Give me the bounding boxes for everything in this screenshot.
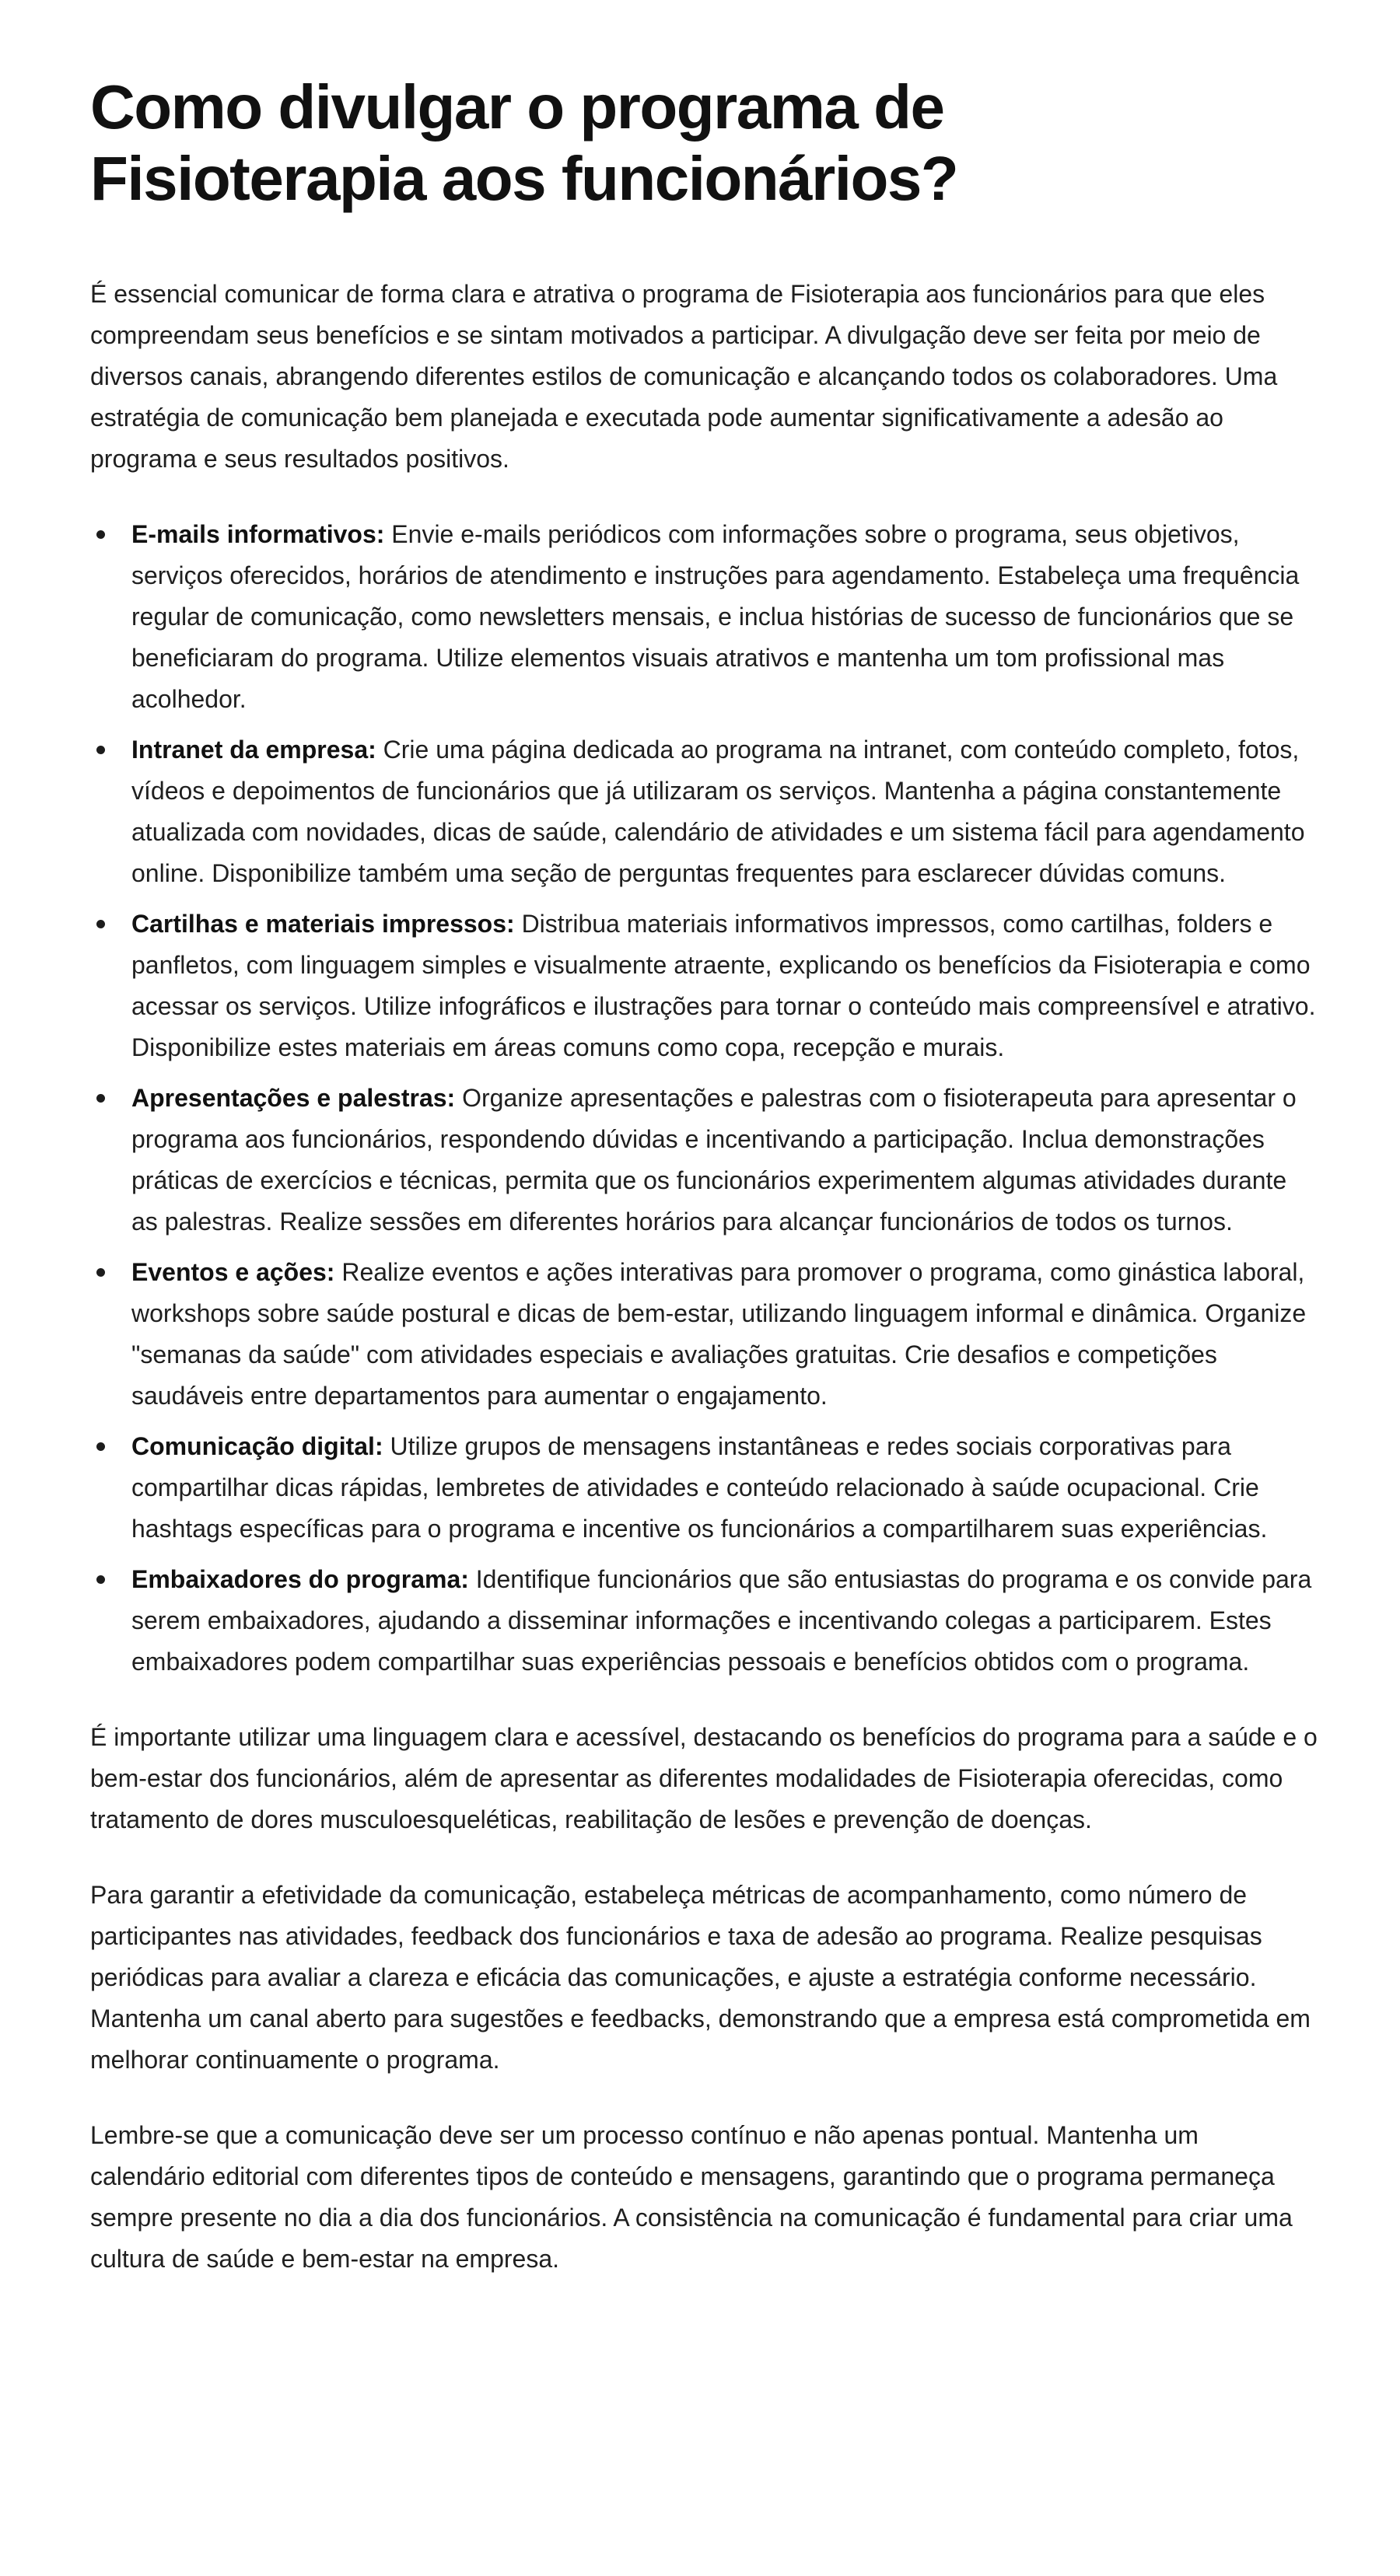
closing-paragraph-continuity: Lembre-se que a comunicação deve ser um processo contínuo e não apenas pontual. Mantenha um calendário editorial com diferentes tipos de conteúdo e mensagens, garantindo que o programa permaneça sempre presente no dia a dia dos funcionários. A consistência na comunicação é fundamental para criar uma cultura de saúde e bem-estar na empresa. xyxy=(90,2121,1293,2273)
list-item-events xyxy=(90,1252,1319,1417)
list-item-text: Realize eventos e ações interativas para promover o programa, como ginástica laboral, workshops sobre saúde postural e dicas de bem-estar, utilizando linguagem informal e dinâmica. Organize "semanas da saúde" com atividades especiais e avaliações gratuitas. Crie desafios e competições saudáveis entre departamentos para aumentar o engajamento. xyxy=(131,1258,1307,1410)
bullet-icon xyxy=(96,1575,105,1584)
list-item-presentations xyxy=(90,1078,1319,1243)
list-item-ambassadors xyxy=(90,1559,1319,1683)
list-item-term: Embaixadores do programa: xyxy=(131,1565,469,1593)
list-item-text: Envie e-mails periódicos com informações sobre o programa, seus objetivos, serviços oferecidos, horários de atendimento e instruções para agendamento. Estabeleça uma frequência regular de comunicação, como newsletters mensais, e inclua histórias de sucesso de funcionários que se beneficiaram do programa. Utilize elementos visuais atrativos e mantenha um tom profissional mas acolhedor. xyxy=(131,520,1300,713)
list-item-emails xyxy=(90,514,1319,720)
list-item-text: Organize apresentações e palestras com o fisioterapeuta para apresentar o programa aos funcionários, respondendo dúvidas e incentivando a participação. Inclua demonstrações práticas de exercícios e técnicas, permita que os funcionários experimentem algumas atividades durante as palestras. Realize sessões em diferentes horários para alcançar funcionários de todos os turnos. xyxy=(131,1084,1297,1236)
list-item-term: Cartilhas e materiais impressos: xyxy=(131,910,515,938)
bullet-icon xyxy=(96,746,105,754)
list-item-text: Identifique funcionários que são entusiastas do programa e os convide para serem embaixadores, ajudando a disseminar informações e incentivando colegas a participarem. Estes embaixadores podem compartilhar suas experiências pessoais e benefícios obtidos com o programa. xyxy=(131,1565,1312,1676)
list-item-digital xyxy=(90,1426,1319,1550)
list-item-term: Comunicação digital: xyxy=(131,1432,383,1460)
article xyxy=(90,72,1319,2314)
bullet-icon xyxy=(96,1268,105,1277)
bullet-icon xyxy=(96,1094,105,1103)
list-item-text: Distribua materiais informativos impressos, como cartilhas, folders e panfletos, com linguagem simples e visualmente atraente, explicando os benefícios da Fisioterapia e como acessar os serviços. Utilize infográficos e ilustrações para tornar o conteúdo mais compreensível e atrativo. Disponibilize estes materiais em áreas comuns como copa, recepção e murais. xyxy=(131,910,1316,1061)
bullet-icon xyxy=(96,920,105,928)
intro-paragraph: É essencial comunicar de forma clara e atrativa o programa de Fisioterapia aos funcionários para que eles compreendam seus benefícios e se sintam motivados a participar. A divulgação deve ser feita por meio de diversos canais, abrangendo diferentes estilos de comunicação e alcançando todos os colaboradores. Uma estratégia de comunicação bem planejada e executada pode aumentar significativamente a adesão ao programa e seus resultados positivos. xyxy=(90,280,1278,473)
list-item-term: Apresentações e palestras: xyxy=(131,1084,456,1112)
list-item-printed-materials xyxy=(90,904,1319,1068)
list-item-term: E-mails informativos: xyxy=(131,520,385,548)
list-item-text: Utilize grupos de mensagens instantâneas e redes sociais corporativas para compartilhar dicas rápidas, lembretes de atividades e conteúdo relacionado à saúde ocupacional. Crie hashtags específicas para o programa e incentive os funcionários a compartilharem suas experiências. xyxy=(131,1432,1268,1543)
list-item-intranet xyxy=(90,729,1319,894)
closing-paragraph-metrics: Para garantir a efetividade da comunicação, estabeleça métricas de acompanhamento, como número de participantes nas atividades, feedback dos funcionários e taxa de adesão ao programa. Realize pesquisas periódicas para avaliar a clareza e eficácia das comunicações, e ajuste a estratégia conforme necessário. Mantenha um canal aberto para sugestões e feedbacks, demonstrando que a empresa está comprometida em melhorar continuamente o programa. xyxy=(90,1881,1311,2074)
list-item-text: Crie uma página dedicada ao programa na intranet, com conteúdo completo, fotos, vídeos e depoimentos de funcionários que já utilizaram os serviços. Mantenha a página constantemente atualizada com novidades, dicas de saúde, calendário de atividades e um sistema fácil para agendamento online. Disponibilize também uma seção de perguntas frequentes para esclarecer dúvidas comuns. xyxy=(131,736,1305,887)
list-item-term: Intranet da empresa: xyxy=(131,736,376,764)
bullet-icon xyxy=(96,530,105,539)
page-title: Como divulgar o programa de Fisioterapia aos funcionários? xyxy=(90,72,958,213)
bullet-icon xyxy=(96,1442,105,1451)
list-item-term: Eventos e ações: xyxy=(131,1258,335,1286)
channel-list xyxy=(90,514,1319,1683)
closing-paragraph-language: É importante utilizar uma linguagem clara e acessível, destacando os benefícios do programa para a saúde e o bem-estar dos funcionários, além de apresentar as diferentes modalidades de Fisioterapia oferecidas, como tratamento de dores musculoesqueléticas, reabilitação de lesões e prevenção de doenças. xyxy=(90,1723,1318,1833)
